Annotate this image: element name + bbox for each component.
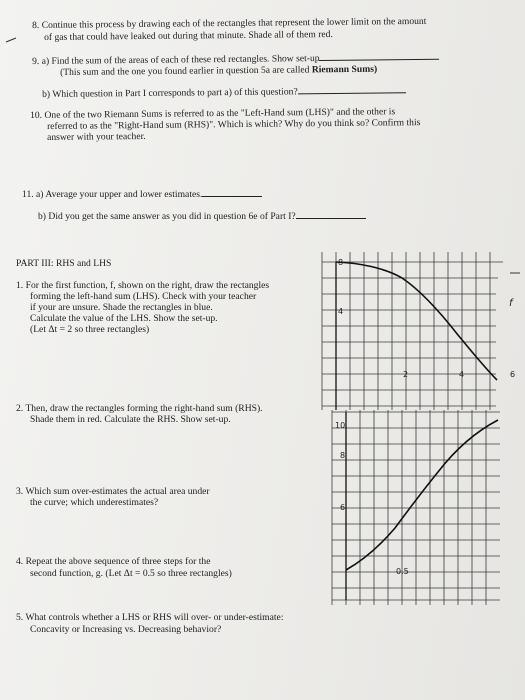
q9b-label: b) <box>42 88 51 100</box>
part3-heading: PART III: RHS and LHS <box>16 258 112 269</box>
p4-text-2: second function, g. (Let Δt = 0.5 so three rectangles) <box>30 568 232 579</box>
q9b-answer-blank[interactable] <box>298 84 406 94</box>
p1-number: 1. <box>16 280 24 291</box>
p3-text-1: Which sum over-estimates the actual area under <box>25 486 210 497</box>
q11b-text: Did you get the same answer as you did in question 6e of Part I? <box>48 211 296 222</box>
g1-y-label-top: 8 <box>338 258 344 267</box>
g1-x-label-2: 2 <box>403 370 409 379</box>
g1-function-label: f <box>509 298 513 309</box>
p4-number: 4. <box>16 556 24 567</box>
p1-text-2: forming the left-hand sum (LHS). Check with your teacher <box>30 291 257 302</box>
p1-text-1: For the first function, f, shown on the right, draw the rectangles <box>25 280 270 291</box>
q9a-text-2: (This sum and the one you found earlier in question 5a are called <box>60 64 310 78</box>
p5-number: 5. <box>16 612 24 623</box>
q11a-text: Average your upper and lower estimates. <box>45 189 203 200</box>
q9-number: 9. <box>32 55 40 67</box>
q8-number: 8. <box>32 19 40 31</box>
q8-text-2: of gas that could have leaked out during that minute. Shade all of them red. <box>44 28 333 43</box>
grid-upper <box>322 252 503 410</box>
q11a-line <box>22 188 262 201</box>
p3-text-2: the curve; which underestimates? <box>30 497 159 508</box>
q11a-answer-blank[interactable] <box>202 188 262 197</box>
p5-line1 <box>16 612 284 624</box>
p2-text-1: Then, draw the rectangles forming the right-hand sum (RHS). <box>25 403 263 414</box>
p2-text-2: Shade them in red. Calculate the RHS. Show set-up. <box>30 414 231 425</box>
q9a-text-2-bold: Riemann Sums) <box>311 63 378 76</box>
q9a-text-1: Find the sum of the areas of each of these red rectangles. Show set-up <box>51 52 320 67</box>
q11a-label: a) <box>36 189 44 200</box>
p1-text-3: if your are unsure. Shade the rectangles in blue. <box>30 302 213 313</box>
q10-text-3: answer with your teacher. <box>47 130 146 143</box>
p4-text-1: Repeat the above sequence of three steps for the <box>25 556 211 567</box>
q8-text-1: Continue this process by drawing each of the rectangles that represent the lower limit on the amount <box>41 15 427 31</box>
g1-x-label-6: 6 <box>510 370 516 379</box>
p5-text-1: What controls whether a LHS or RHS will over- or under-estimate: <box>25 612 284 623</box>
q11b-label: b) <box>38 211 46 222</box>
p5-text-2: Concavity or Increasing vs. Decreasing behavior? <box>30 624 222 635</box>
q10-text-1: One of the two Riemann Sums is referred to as the "Left-Hand sum (LHS)" and the other is <box>44 106 396 121</box>
grid-lower <box>332 410 500 605</box>
g2-y-label-3: 6 <box>340 503 346 512</box>
p2-line1 <box>16 403 263 415</box>
curve-f <box>336 262 497 380</box>
q11b-line <box>38 210 366 223</box>
g2-x-label-05: 0.5 <box>396 567 409 576</box>
q10-text-2: referred to as the "Right-Hand sum (RHS)". Which is which? Why do you think so? Confirm this <box>47 117 421 132</box>
q9a-answer-blank[interactable] <box>319 51 439 61</box>
q9b-text: Which question in Part I corresponds to part a) of this question? <box>52 86 298 100</box>
curve-g <box>346 420 498 570</box>
g1-x-label-4: 4 <box>459 370 465 379</box>
g2-y-label-1: 10 <box>335 421 346 430</box>
q11-number: 11. <box>22 189 34 200</box>
p1-line1 <box>16 280 269 292</box>
p3-number: 3. <box>16 486 24 497</box>
p1-text-5: (Let Δt = 2 so three rectangles) <box>30 324 150 335</box>
p4-line1 <box>16 556 210 568</box>
margin-tick-top <box>6 38 16 42</box>
q9a-label: a) <box>41 55 50 67</box>
p2-number: 2. <box>16 403 24 414</box>
g1-y-label-mid: 4 <box>338 307 344 316</box>
q10-number: 10. <box>30 109 43 121</box>
g2-y-label-2: 8 <box>340 451 346 460</box>
p1-text-4: Calculate the value of the LHS. Show the set-up. <box>30 313 218 324</box>
p3-line1 <box>16 486 210 498</box>
q11b-answer-blank[interactable] <box>296 210 366 219</box>
